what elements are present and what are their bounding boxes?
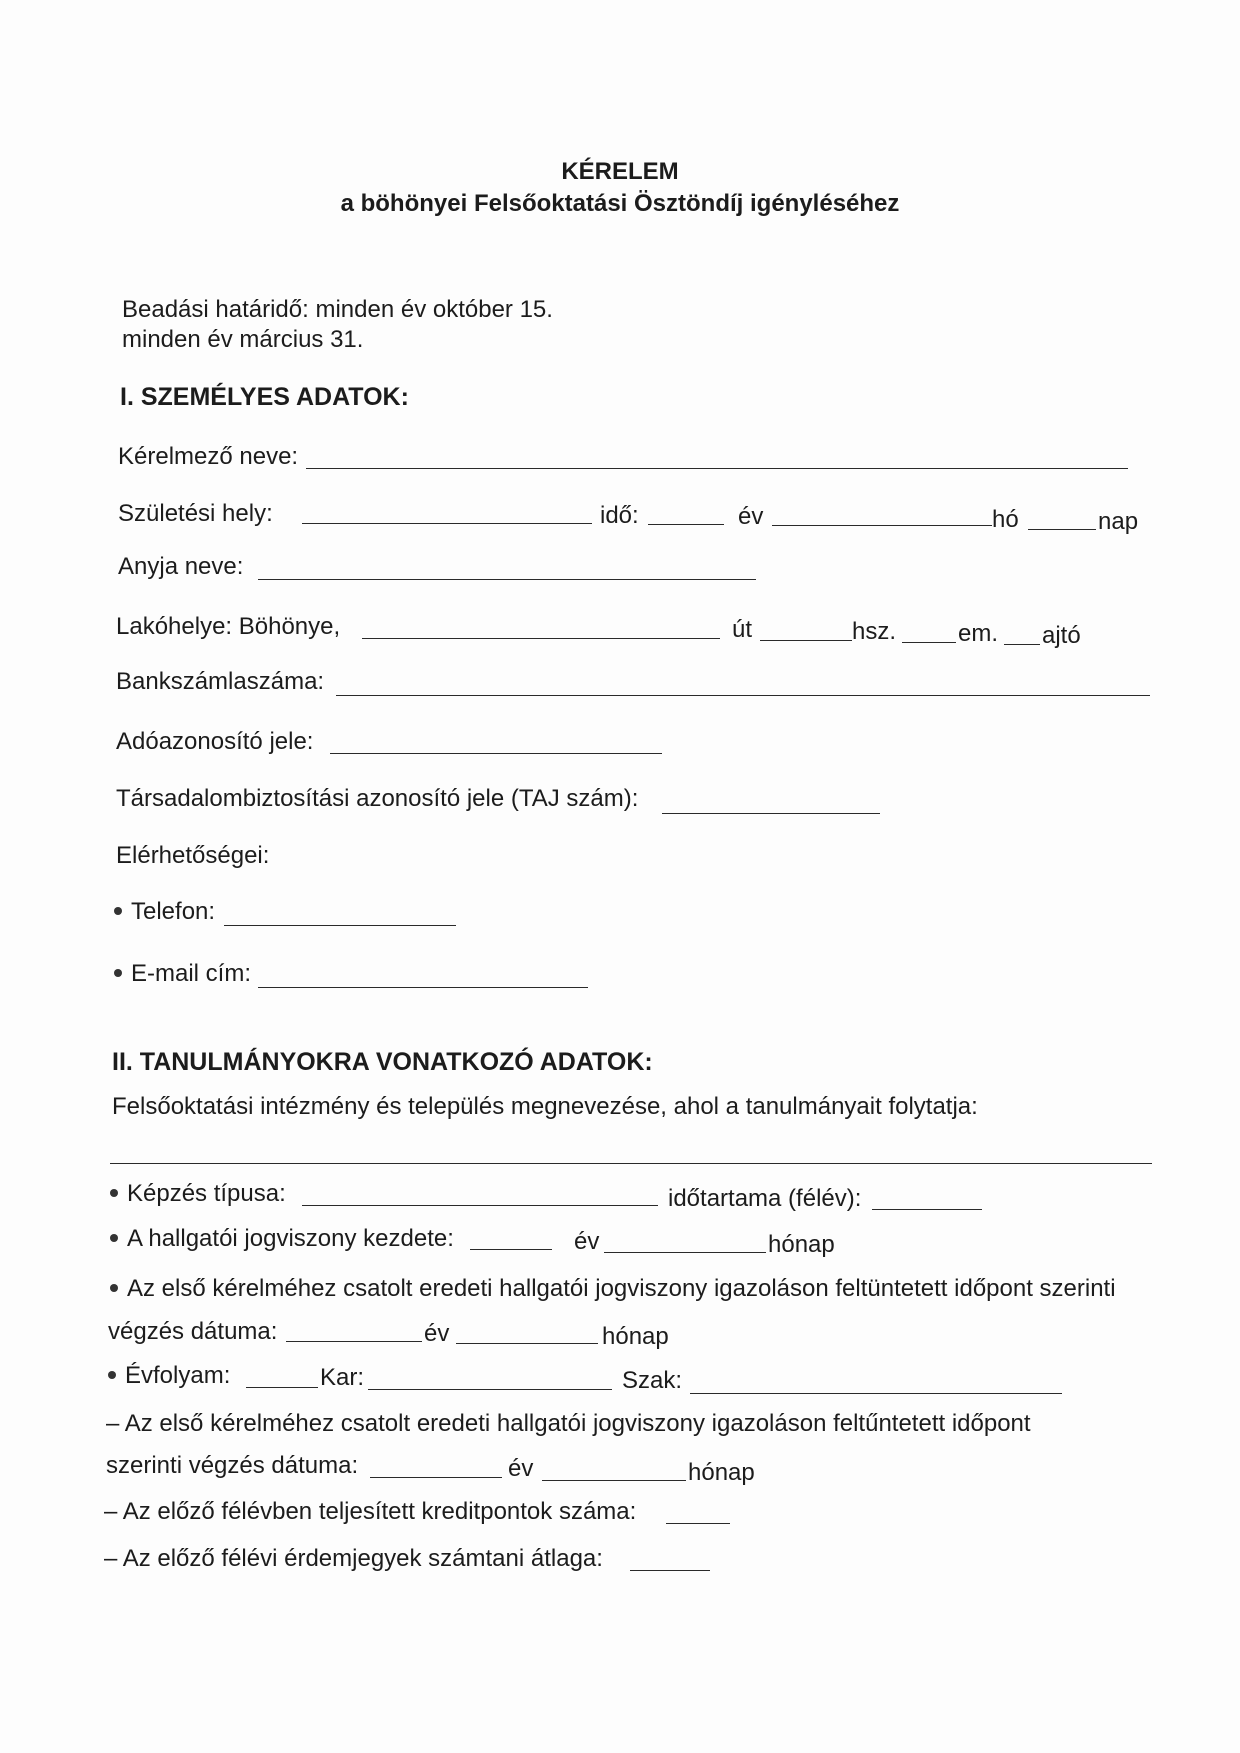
- duration-field[interactable]: [872, 1209, 982, 1210]
- average-label: – Az előző félévi érdemjegyek számtani átlaga:: [104, 1545, 603, 1572]
- enrollment-year-label: év: [574, 1228, 600, 1255]
- institution-label: Felsőoktatási intézmény és település megnevezése, ahol a tanulmányait folytatja:: [112, 1093, 978, 1120]
- faculty-field[interactable]: [368, 1389, 612, 1390]
- enrollment-start-month-field[interactable]: [604, 1252, 766, 1253]
- institution-field[interactable]: [110, 1163, 1152, 1164]
- bullet-icon: [110, 1234, 118, 1242]
- grade-field[interactable]: [246, 1387, 318, 1388]
- credits-field[interactable]: [666, 1523, 730, 1524]
- grade-item: [108, 1362, 230, 1390]
- birth-place-field[interactable]: [302, 523, 592, 524]
- house-number-label: hsz.: [852, 618, 897, 645]
- graduation-year-label: év: [424, 1320, 450, 1347]
- graduation-month-field[interactable]: [456, 1343, 598, 1344]
- dash-graduation-year-field[interactable]: [370, 1477, 502, 1478]
- major-field[interactable]: [690, 1393, 1062, 1394]
- training-type-item: [110, 1180, 286, 1208]
- email-label: E-mail cím:: [131, 960, 251, 987]
- credits-label: – Az előző félévben teljesített kreditpontok száma:: [104, 1498, 637, 1525]
- graduation-month-label: hónap: [602, 1323, 669, 1350]
- dash-request-line-1: – Az első kérelméhez csatolt eredeti hallgatói jogviszony igazoláson feltűntetett időpont: [106, 1410, 1031, 1437]
- dash-graduation-month-field[interactable]: [542, 1480, 686, 1481]
- enrollment-month-label: hónap: [768, 1231, 835, 1258]
- birth-month-field[interactable]: [1028, 529, 1096, 530]
- birth-time-field[interactable]: [648, 524, 724, 525]
- bullet-icon: [114, 907, 122, 915]
- bullet-icon: [110, 1284, 118, 1292]
- training-type-label: Képzés típusa:: [127, 1180, 286, 1207]
- birth-year-field[interactable]: [772, 525, 992, 526]
- birth-place-label: Születési hely:: [118, 500, 273, 527]
- email-field[interactable]: [258, 987, 588, 988]
- birth-day-label: nap: [1098, 508, 1139, 535]
- average-field[interactable]: [630, 1570, 710, 1571]
- bullet-icon: [114, 969, 122, 977]
- taj-number-label: Társadalombiztosítási azonosító jele (TAJ szám):: [116, 785, 639, 812]
- enrollment-start-item: [110, 1225, 454, 1253]
- bank-account-field[interactable]: [336, 695, 1150, 696]
- applicant-name-label: Kérelmező neve:: [118, 443, 299, 470]
- street-label: út: [732, 616, 753, 643]
- mother-name-label: Anyja neve:: [118, 553, 244, 580]
- floor-field[interactable]: [1004, 644, 1040, 645]
- dash-graduation-month-label: hónap: [688, 1459, 755, 1486]
- tax-id-label: Adóazonosító jele:: [116, 728, 314, 755]
- door-label: ajtó: [1042, 622, 1081, 649]
- section-1-heading: I. SZEMÉLYES ADATOK:: [120, 383, 409, 411]
- birth-month-label: hó: [992, 506, 1019, 533]
- tax-id-field[interactable]: [330, 753, 662, 754]
- first-request-item: [110, 1275, 1116, 1303]
- birth-time-label: idő:: [600, 502, 639, 529]
- applicant-name-field[interactable]: [306, 468, 1128, 469]
- taj-number-field[interactable]: [662, 813, 880, 814]
- faculty-label: Kar:: [320, 1364, 365, 1391]
- bullet-icon: [108, 1371, 116, 1379]
- mother-name-field[interactable]: [258, 579, 756, 580]
- graduation-year-field[interactable]: [286, 1341, 422, 1342]
- form-subtitle: a böhönyei Felsőoktatási Ösztöndíj igényléséhez: [340, 190, 900, 217]
- phone-label: Telefon:: [131, 898, 216, 925]
- deadline-line-2: minden év március 31.: [122, 326, 364, 353]
- deadline-line-1: Beadási határidő: minden év október 15.: [122, 296, 553, 323]
- address-label: Lakóhelye: Böhönye,: [116, 613, 341, 640]
- grade-label: Évfolyam:: [125, 1362, 231, 1389]
- first-request-line-2: végzés dátuma:: [108, 1318, 278, 1345]
- bank-account-label: Bankszámlaszáma:: [116, 668, 325, 695]
- training-type-field[interactable]: [302, 1205, 658, 1206]
- street-field[interactable]: [760, 640, 852, 641]
- dash-graduation-year-label: év: [508, 1455, 534, 1482]
- contacts-label: Elérhetőségei:: [116, 842, 270, 869]
- phone-item: [114, 898, 215, 926]
- dash-request-line-2: szerinti végzés dátuma:: [106, 1452, 359, 1479]
- birth-year-label: év: [738, 503, 764, 530]
- enrollment-start-year-field[interactable]: [470, 1249, 552, 1250]
- house-number-field[interactable]: [902, 642, 956, 643]
- address-field[interactable]: [362, 638, 720, 639]
- form-title: KÉRELEM: [561, 158, 679, 185]
- duration-label: időtartama (félév):: [668, 1185, 862, 1212]
- first-request-line-1: Az első kérelméhez csatolt eredeti hallgatói jogviszony igazoláson feltüntetett időpont szerinti: [127, 1275, 1116, 1302]
- section-2-heading: II. TANULMÁNYOKRA VONATKOZÓ ADATOK:: [112, 1048, 653, 1076]
- bullet-icon: [110, 1189, 118, 1197]
- email-item: [114, 960, 251, 988]
- floor-label: em.: [958, 620, 999, 647]
- enrollment-start-label: A hallgatói jogviszony kezdete:: [127, 1225, 454, 1252]
- major-label: Szak:: [622, 1367, 683, 1394]
- phone-field[interactable]: [224, 925, 456, 926]
